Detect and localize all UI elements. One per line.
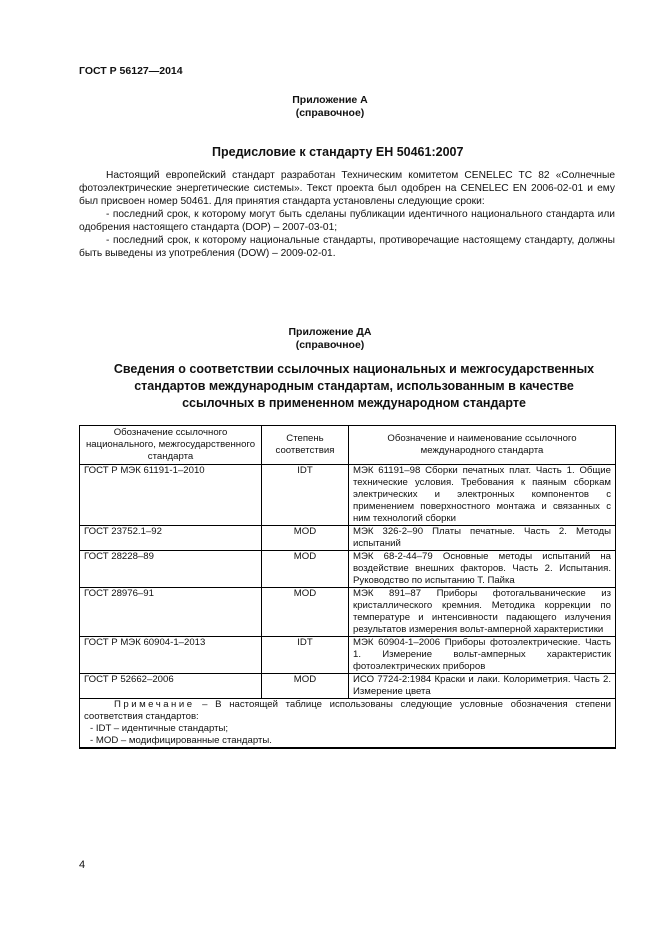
appendix-a-header bbox=[79, 94, 581, 120]
national-standard-cell: ГОСТ Р МЭК 61191-1–2010 bbox=[80, 465, 262, 526]
international-standard-cell: МЭК 891–87 Приборы фотогальванические из кристаллического кремния. Методика коррекции по температуре и интенсивности падающего излучения результатов измерения вольт-амперной характеристики bbox=[349, 588, 616, 637]
national-standard-cell: ГОСТ 28976–91 bbox=[80, 588, 262, 637]
table-note bbox=[80, 699, 616, 749]
column-header-international: Обозначение и наименование ссылочного международного стандарта bbox=[349, 426, 616, 465]
national-standard-cell: ГОСТ 23752.1–92 bbox=[80, 526, 262, 551]
table-header-row bbox=[80, 426, 616, 465]
table-row bbox=[80, 526, 616, 551]
appendix-da-heading-line1: Сведения о соответствии ссылочных национальных и межгосударственных bbox=[113, 362, 595, 376]
document-code: ГОСТ Р 56127—2014 bbox=[79, 65, 183, 77]
table-row bbox=[80, 674, 616, 699]
degree-cell: MOD bbox=[262, 551, 349, 588]
degree-cell: IDT bbox=[262, 637, 349, 674]
table-row bbox=[80, 588, 616, 637]
degree-cell: MOD bbox=[262, 674, 349, 699]
note-idt: - IDT – идентичные стандарты; bbox=[90, 723, 229, 734]
appendix-da-heading-line2: стандартов международным стандартам, использованным в качестве bbox=[134, 379, 574, 393]
international-standard-cell: МЭК 68-2-44–79 Основные методы испытаний на воздействие внешних факторов. Часть 2. Испытания. Руководство по испытанию Т. Пайка bbox=[349, 551, 616, 588]
international-standard-cell: МЭК 326-2–90 Платы печатные. Часть 2. Методы испытаний bbox=[349, 526, 616, 551]
appendix-da-title: Приложение ДА bbox=[288, 326, 372, 338]
international-standard-cell: МЭК 60904-1–2006 Приборы фотоэлектрические. Часть 1. Измерение вольт-амперных характеристик фотоэлектрических приборов bbox=[349, 637, 616, 674]
appendix-da-heading-line3: ссылочных в примененном международном стандарте bbox=[182, 396, 526, 410]
appendix-a-heading: Предисловие к стандарту ЕН 50461:2007 bbox=[212, 145, 464, 159]
page-number: 4 bbox=[79, 859, 86, 871]
note-text: – В настоящей таблице использованы следующие условные обозначения степени соответствия стандартов: bbox=[84, 699, 611, 722]
table-row bbox=[80, 637, 616, 674]
table-row bbox=[80, 465, 616, 526]
deadline-dop-item: - последний срок, к которому могут быть сделаны публикации идентичного национального стандарта или одобрения настоящего стандарта (DOP) – 2007-03-01; bbox=[79, 209, 615, 233]
international-standard-cell: МЭК 61191–98 Сборки печатных плат. Часть 1. Общие технические условия. Требования к паяным сборкам электрических и электронных компонентов с применением поверхностного монтажа и связанных с ним технологий сборки bbox=[349, 465, 616, 526]
degree-cell: MOD bbox=[262, 526, 349, 551]
international-standard-cell: ИСО 7724-2:1984 Краски и лаки. Колориметрия. Часть 2. Измерение цвета bbox=[349, 674, 616, 699]
appendix-a-title: Приложение А bbox=[292, 94, 368, 106]
foreword-paragraph: Настоящий европейский стандарт разработан Техническим комитетом CENELEC TC 82 «Солнечные фотоэлектрические энергетические системы». Текст проекта был одобрен на CENELEC EN 2006-02-01 и ему был присвоен номер 50461. Для принятия стандарта установлены следующие сроки: bbox=[79, 170, 615, 207]
deadline-dow-item: - последний срок, к которому национальные стандарты, противоречащие настоящему стандарту, должны быть выведены из употребления (DOW) – 2009-02-01. bbox=[79, 235, 615, 259]
note-intro bbox=[84, 699, 611, 723]
appendix-da-subtitle: (справочное) bbox=[295, 339, 365, 351]
table-note-row bbox=[80, 699, 616, 749]
note-label: Примечание bbox=[114, 699, 195, 710]
table-row bbox=[80, 551, 616, 588]
column-header-national: Обозначение ссылочного национального, межгосударственного стандарта bbox=[80, 426, 262, 465]
degree-cell: IDT bbox=[262, 465, 349, 526]
appendix-a-body bbox=[79, 169, 615, 260]
national-standard-cell: ГОСТ Р МЭК 60904-1–2013 bbox=[80, 637, 262, 674]
appendix-da-heading bbox=[79, 361, 629, 412]
standards-correspondence-table bbox=[79, 425, 616, 749]
note-mod: - MOD – модифицированные стандарты. bbox=[90, 735, 272, 746]
appendix-a-subtitle: (справочное) bbox=[295, 107, 365, 119]
national-standard-cell: ГОСТ Р 52662–2006 bbox=[80, 674, 262, 699]
column-header-degree: Степень соответствия bbox=[262, 426, 349, 465]
degree-cell: MOD bbox=[262, 588, 349, 637]
national-standard-cell: ГОСТ 28228–89 bbox=[80, 551, 262, 588]
appendix-da-header bbox=[79, 326, 581, 352]
